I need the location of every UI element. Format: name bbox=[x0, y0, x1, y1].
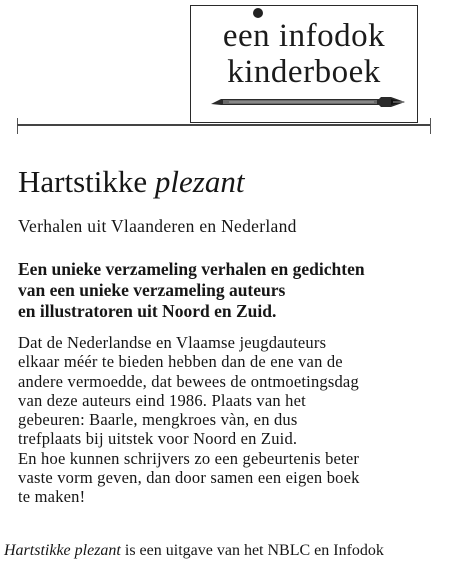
footer-title: Hartstikke plezant bbox=[4, 542, 121, 559]
rule-tick-right bbox=[430, 118, 431, 134]
lead-line: van een unieke verzameling auteurs bbox=[18, 280, 286, 300]
body-line: Dat de Nederlandse en Vlaamse jeugdauteurs bbox=[18, 333, 327, 352]
logo-text-line-2: kinderboek bbox=[227, 54, 381, 90]
body-line: te maken! bbox=[18, 487, 86, 507]
body-line: gebeuren: Baarle, mengkroes vàn, en dus bbox=[18, 410, 298, 430]
ink-blot-icon bbox=[253, 8, 263, 18]
body-line: elkaar méér te bieden hebben dan de ene van de bbox=[18, 352, 343, 372]
publisher-note bbox=[4, 543, 384, 559]
footer-rest: is een uitgave van het NBLC en Infodok bbox=[120, 542, 384, 559]
lead-line: en illustratoren uit Noord en Zuid. bbox=[18, 301, 277, 321]
body-line: trefplaats bij uitstek voor Noord en Zuid. bbox=[18, 429, 298, 449]
infodok-logo bbox=[190, 5, 418, 123]
rule-tick-left bbox=[17, 118, 18, 134]
fountain-pen-icon bbox=[209, 90, 409, 114]
book-subtitle: Verhalen uit Vlaanderen en Nederland bbox=[18, 216, 297, 236]
title-italic: plezant bbox=[154, 164, 245, 199]
body-line: andere vermoedde, dat bewees de ontmoetingsdag bbox=[18, 371, 359, 391]
body-line: van deze auteurs eind 1986. Plaats van het bbox=[18, 390, 306, 410]
title-plain: Hartstikke bbox=[18, 164, 155, 199]
lead-paragraph bbox=[18, 259, 438, 322]
book-title bbox=[18, 166, 244, 197]
body-paragraph bbox=[18, 333, 443, 507]
body-line: vaste vorm geven, dan door samen een eigen boek bbox=[18, 468, 360, 488]
lead-line: Een unieke verzameling verhalen en gedichten bbox=[18, 259, 365, 279]
horizontal-rule bbox=[17, 124, 431, 126]
logo-text-line-1: een infodok bbox=[222, 18, 386, 54]
body-line: En hoe kunnen schrijvers zo een gebeurtenis beter bbox=[18, 448, 360, 468]
